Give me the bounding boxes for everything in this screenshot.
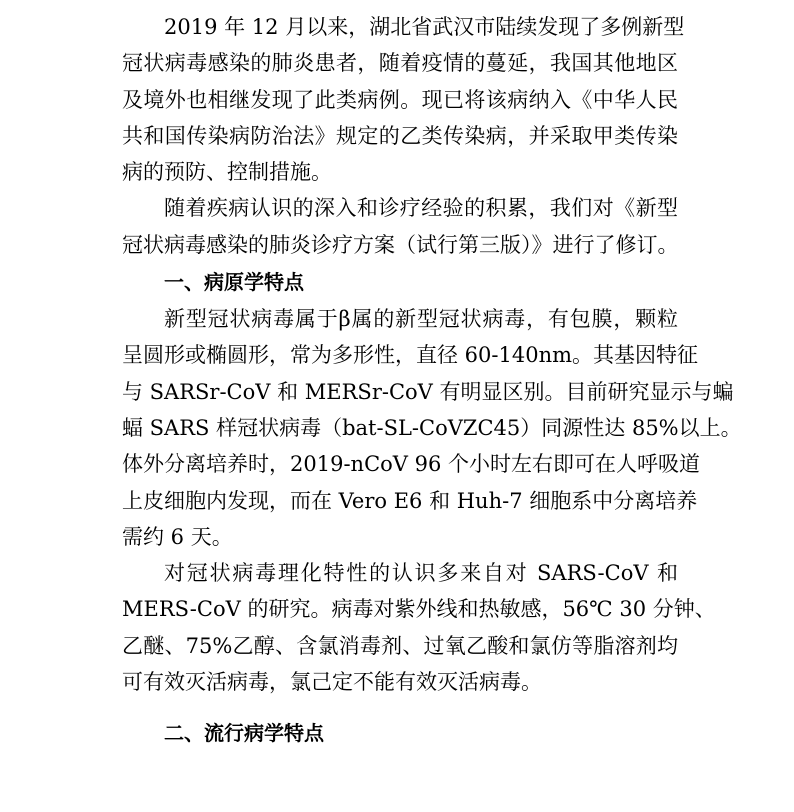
- intro-paragraph-1-line-2: 冠状病毒感染的肺炎患者，随着疫情的蔓延，我国其他地区: [122, 51, 678, 76]
- pathogen-paragraph-2-line-1: 对冠状病毒理化特性的认识多来自对 SARS-CoV 和: [164, 561, 678, 586]
- pathogen-paragraph-2-line-2: MERS-CoV 的研究。病毒对紫外线和热敏感，56℃ 30 分钟、: [122, 597, 716, 622]
- intro-paragraph-1-line-4: 共和国传染病防治法》规定的乙类传染病，并采取甲类传染: [122, 123, 678, 148]
- pathogen-paragraph-1-line-2: 呈圆形或椭圆形，常为多形性，直径 60-140nm。其基因特征: [122, 343, 699, 368]
- pathogen-paragraph-1-line-7: 需约 6 天。: [122, 524, 233, 549]
- document-page: [122, 0, 742, 752]
- intro-paragraph-2-line-2: 冠状病毒感染的肺炎诊疗方案（试行第三版）》进行了修订。: [122, 232, 679, 257]
- intro-paragraph-1-line-1: 2019 年 12 月以来，湖北省武汉市陆续发现了多例新型: [164, 15, 685, 39]
- pathogen-paragraph-2-line-4: 可有效灭活病毒，氯己定不能有效灭活病毒。: [122, 670, 542, 695]
- section-heading-epidemiology: 二、流行病学特点: [164, 721, 324, 746]
- pathogen-paragraph-1-line-3: 与 SARSr-CoV 和 MERSr-CoV 有明显区别。目前研究显示与蝙: [122, 379, 734, 404]
- pathogen-paragraph-2-line-3: 乙醚、75%乙醇、含氯消毒剂、过氧乙酸和氯仿等脂溶剂均: [122, 633, 678, 658]
- section-heading-pathogen: 一、病原学特点: [164, 270, 304, 295]
- pathogen-paragraph-1-line-6: 上皮细胞内发现，而在 Vero E6 和 Huh-7 细胞系中分离培养: [122, 488, 698, 513]
- pathogen-paragraph-1-line-4: 蝠 SARS 样冠状病毒（bat-SL-CoVZC45）同源性达 85%以上。: [122, 415, 742, 440]
- pathogen-paragraph-1-line-5: 体外分离培养时，2019-nCoV 96 个小时左右即可在人呼吸道: [122, 452, 701, 477]
- intro-paragraph-2-line-1: 随着疾病认识的深入和诊疗经验的积累，我们对《新型: [164, 196, 678, 221]
- intro-paragraph-1-line-3: 及境外也相继发现了此类病例。现已将该病纳入《中华人民: [122, 87, 678, 112]
- intro-paragraph-1-line-5: 病的预防、控制措施。: [122, 160, 332, 185]
- pathogen-paragraph-1-line-1: 新型冠状病毒属于β属的新型冠状病毒，有包膜，颗粒: [164, 307, 678, 332]
